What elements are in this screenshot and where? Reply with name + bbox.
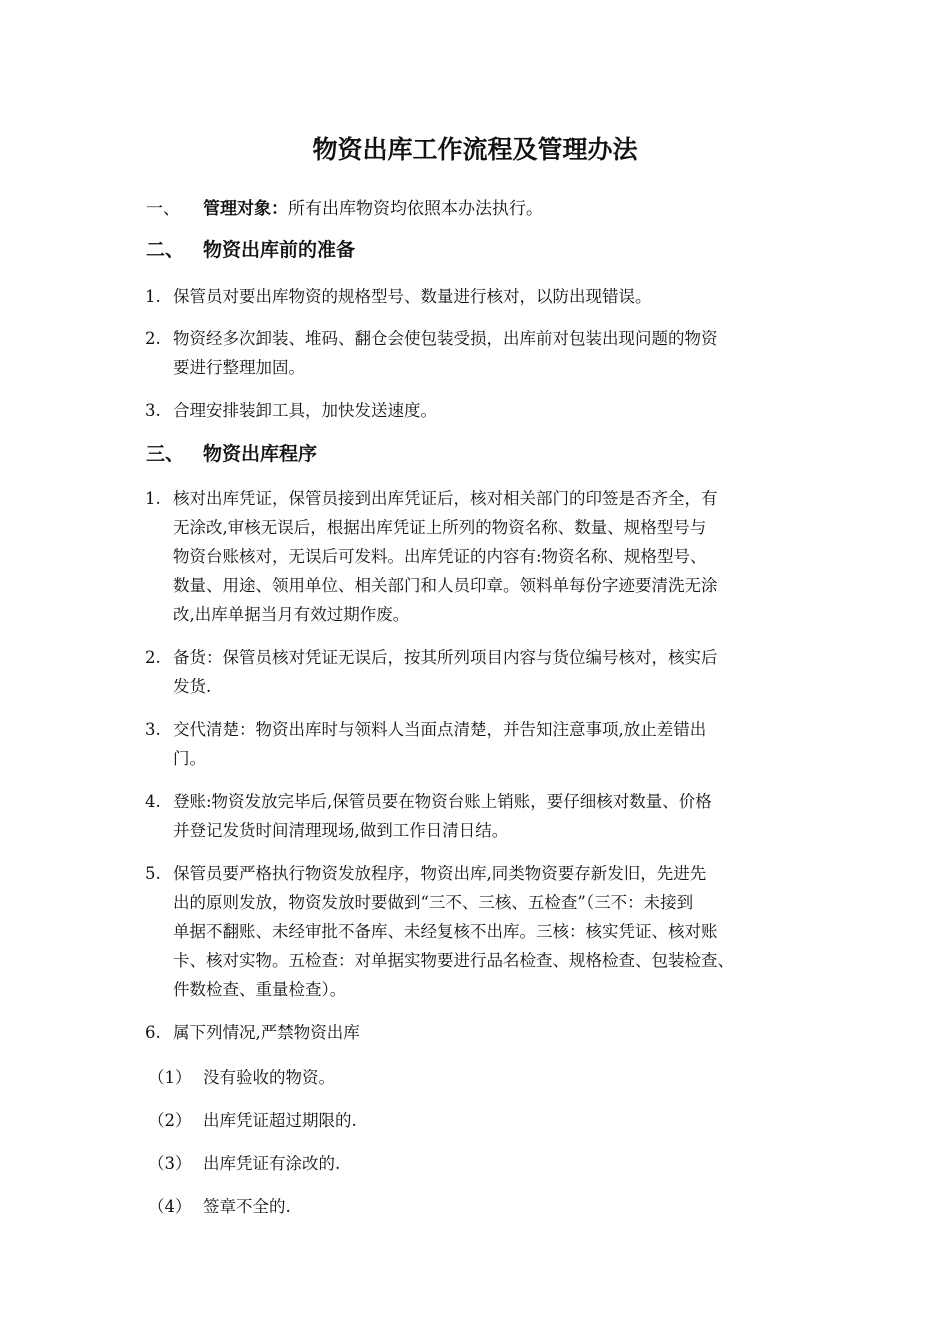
list-item-line: 改,出库单据当月有效过期作废。 (173, 605, 410, 624)
list-item-number: 2. (145, 648, 161, 667)
list-item-line: 属下列情况,严禁物资出库 (173, 1023, 360, 1042)
list-item-number: 3. (145, 401, 161, 420)
list-item-line: 件数检查、重量检查）。 (173, 980, 347, 999)
list-item-line: 卡、核对实物。五检查：对单据实物要进行品名检查、规格检查、包装检查、 (173, 951, 734, 970)
list-item-number: 4. (145, 792, 161, 811)
list-item (173, 859, 818, 1004)
list-item-line: 核对出库凭证，保管员接到出库凭证后，核对相关部门的印签是否齐全，有 (173, 489, 718, 508)
list-item-line: 发货. (173, 677, 212, 696)
list-item-line: 要进行整理加固。 (173, 358, 305, 377)
section-3-number: 三、 (146, 443, 185, 465)
list-item-number: 5. (145, 864, 161, 883)
list-item-line: 数量、用途、领用单位、相关部门和人员印章。领料单每份字迹要清洗无涂 (173, 576, 718, 595)
sub-item-number: （1） (148, 1068, 192, 1087)
list-item-line: 登账:物资发放完毕后,保管员要在物资台账上销账，要仔细核对数量、价格 (173, 792, 712, 811)
list-item (173, 324, 818, 382)
list-item-line: 合理安排装卸工具，加快发送速度。 (173, 401, 437, 420)
list-item-line: 单据不翻账、未经审批不备库、未经复核不出库。三核：核实凭证、核对账 (173, 922, 718, 941)
list-item (173, 643, 818, 701)
list-item (173, 282, 818, 311)
section-1-number: 一、 (146, 199, 180, 219)
sub-item-text: 签章不全的. (203, 1197, 291, 1216)
section-1-text: 所有出库物资均依照本办法执行。 (288, 199, 543, 219)
list-item-line: 无涂改,审核无误后，根据出库凭证上所列的物资名称、数量、规格型号与 (173, 518, 707, 537)
list-item-number: 1. (145, 489, 161, 508)
document-title: 物资出库工作流程及管理办法 (312, 135, 638, 164)
list-item (173, 396, 818, 425)
list-item-line: 交代清楚：物资出库时与领料人当面点清楚，并告知注意事项,放止差错出 (173, 720, 707, 739)
list-item-line: 保管员对要出库物资的规格型号、数量进行核对，以防出现错误。 (173, 287, 652, 306)
list-item-line: 物资经多次卸装、堆码、翻仓会使包装受损，出库前对包装出现问题的物资 (173, 329, 718, 348)
list-item-line: 门。 (173, 749, 206, 768)
sub-item-number: （3） (148, 1154, 192, 1173)
sub-item-text: 没有验收的物资。 (203, 1068, 335, 1087)
section-2-number: 二、 (146, 239, 185, 261)
list-item-number: 3. (145, 720, 161, 739)
list-item (173, 1018, 818, 1047)
section-1-body (203, 195, 543, 223)
list-item-number: 1. (145, 287, 161, 306)
list-item-line: 出的原则发放，物资发放时要做到“三不、三核、五检查”（三不：未接到 (173, 893, 694, 912)
sub-item-number: （2） (148, 1111, 192, 1130)
list-item (173, 484, 818, 629)
list-item (173, 787, 818, 845)
list-item (173, 715, 818, 773)
sub-item-text: 出库凭证超过期限的. (203, 1111, 357, 1130)
sub-item-text: 出库凭证有涂改的. (203, 1154, 341, 1173)
list-item-line: 备货：保管员核对凭证无误后，按其所列项目内容与货位编号核对，核实后 (173, 648, 718, 667)
section-3-heading: 物资出库程序 (203, 443, 318, 465)
list-item-number: 2. (145, 329, 161, 348)
sub-item-number: （4） (148, 1197, 192, 1216)
section-2-heading: 物资出库前的准备 (203, 239, 356, 261)
list-item-line: 物资台账核对，无误后可发料。出库凭证的内容有:物资名称、规格型号、 (173, 547, 707, 566)
list-item-number: 6. (145, 1023, 161, 1042)
list-item-line: 并登记发货时间清理现场,做到工作日清日结。 (173, 821, 509, 840)
section-1-label: 管理对象： (203, 199, 288, 219)
list-item-line: 保管员要严格执行物资发放程序，物资出库,同类物资要存新发旧，先进先 (173, 864, 707, 883)
